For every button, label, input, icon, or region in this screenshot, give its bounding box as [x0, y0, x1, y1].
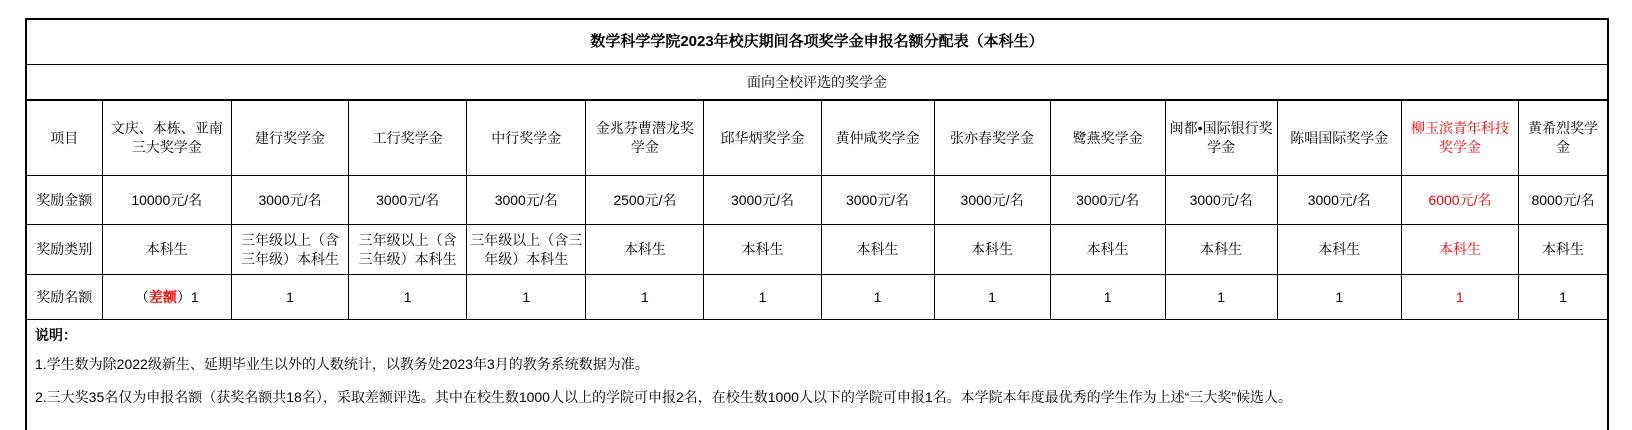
quota-chae-label: 差额 [148, 288, 177, 305]
column-header-qiuhuabing: 邱华炳奖学金 [704, 100, 821, 176]
amount-cell: 3000元/名 [1277, 176, 1401, 225]
quota-paren-open: （ [134, 288, 149, 305]
amount-cell: 10000元/名 [102, 176, 231, 225]
amount-cell: 3000元/名 [934, 176, 1050, 225]
amount-cell: 8000元/名 [1519, 176, 1609, 225]
title-row [26, 19, 1608, 65]
category-cell: 本科生 [934, 225, 1050, 275]
amount-cell: 3000元/名 [821, 176, 934, 225]
notes-heading: 说明： [35, 327, 77, 343]
table-title: 数学科学学院2023年校庆期间各项奖学金申报名额分配表（本科生） [26, 19, 1608, 65]
quota-cell: 1 [1050, 275, 1165, 320]
category-cell: 本科生 [102, 225, 231, 275]
category-cell: 三年级以上（含三年级）本科生 [349, 225, 467, 275]
quota-cell: 1 [586, 275, 704, 320]
corner-header-cell: 项目 [26, 100, 102, 176]
amount-cell: 3000元/名 [467, 176, 586, 225]
category-cell: 本科生 [1401, 225, 1518, 275]
quota-cell: 1 [349, 275, 467, 320]
category-cell: 本科生 [1277, 225, 1401, 275]
row-label-category: 奖励类别 [26, 225, 102, 275]
quota-cell: 1 [467, 275, 586, 320]
row-label-amount: 奖励金额 [26, 176, 102, 225]
column-header-chenchang: 陈唱国际奖学金 [1277, 100, 1401, 176]
category-cell: 三年级以上（含三年级）本科生 [467, 225, 586, 275]
quota-cell: 1 [1401, 275, 1518, 320]
amount-cell: 2500元/名 [586, 176, 704, 225]
quota-cell-sanda [102, 275, 231, 320]
amount-cell: 3000元/名 [349, 176, 467, 225]
quota-row [26, 275, 1608, 320]
column-header-huangxilie: 黄希烈奖学金 [1519, 100, 1609, 176]
amount-cell: 3000元/名 [1165, 176, 1277, 225]
column-header-liuyubin: 柳玉滨青年科技奖学金 [1401, 100, 1518, 176]
category-row [26, 225, 1608, 275]
quota-paren-close-value: ）1 [176, 288, 199, 305]
note-1: 1.学生数为除2022级新生、延期毕业生以外的人数统计，以教务处2023年3月的教务系统数据为准。 [35, 355, 649, 372]
subtitle-row [26, 65, 1608, 101]
column-header-jinzhaofen: 金兆芬曹潜龙奖学金 [586, 100, 704, 176]
quota-cell: 1 [1277, 275, 1401, 320]
amount-cell: 3000元/名 [231, 176, 348, 225]
quota-cell: 1 [704, 275, 821, 320]
column-header-zhangyichun: 张亦春奖学金 [934, 100, 1050, 176]
note-2: 2.三大奖35名仅为申报名额（获奖名额共18名），采取差额评选。其中在校生数1000人以上的学院可申报2名，在校生数1000人以下的学院可申报1名。本学院本年度最优秀的学生作为上述“三大奖”候选人。 [35, 388, 1293, 405]
amount-cell: 3000元/名 [1050, 176, 1165, 225]
amount-row [26, 176, 1608, 225]
header-row [26, 100, 1608, 176]
column-header-luyan: 鹭燕奖学金 [1050, 100, 1165, 176]
category-cell: 本科生 [821, 225, 934, 275]
category-cell: 本科生 [1050, 225, 1165, 275]
category-cell: 本科生 [1165, 225, 1277, 275]
table-subtitle: 面向全校评选的奖学金 [26, 65, 1608, 101]
column-header-zhonghang: 中行奖学金 [467, 100, 586, 176]
scholarship-allocation-table [25, 18, 1609, 430]
category-cell: 本科生 [1519, 225, 1609, 275]
column-header-huangzhongxian: 黄仲咸奖学金 [821, 100, 934, 176]
quota-cell: 1 [934, 275, 1050, 320]
notes-cell [26, 320, 1608, 430]
category-cell: 本科生 [586, 225, 704, 275]
quota-cell: 1 [1165, 275, 1277, 320]
quota-cell: 1 [821, 275, 934, 320]
column-header-mindu: 闽都•国际银行奖学金 [1165, 100, 1277, 176]
amount-cell: 6000元/名 [1401, 176, 1518, 225]
column-header-sanda: 文庆、本栋、亚南三大奖学金 [102, 100, 231, 176]
row-label-quota: 奖励名额 [26, 275, 102, 320]
notes-row [26, 320, 1608, 430]
category-cell: 本科生 [704, 225, 821, 275]
category-cell: 三年级以上（含三年级）本科生 [231, 225, 348, 275]
column-header-gonghang: 工行奖学金 [349, 100, 467, 176]
amount-cell: 3000元/名 [704, 176, 821, 225]
quota-cell: 1 [231, 275, 348, 320]
column-header-jianhang: 建行奖学金 [231, 100, 348, 176]
quota-cell: 1 [1519, 275, 1609, 320]
